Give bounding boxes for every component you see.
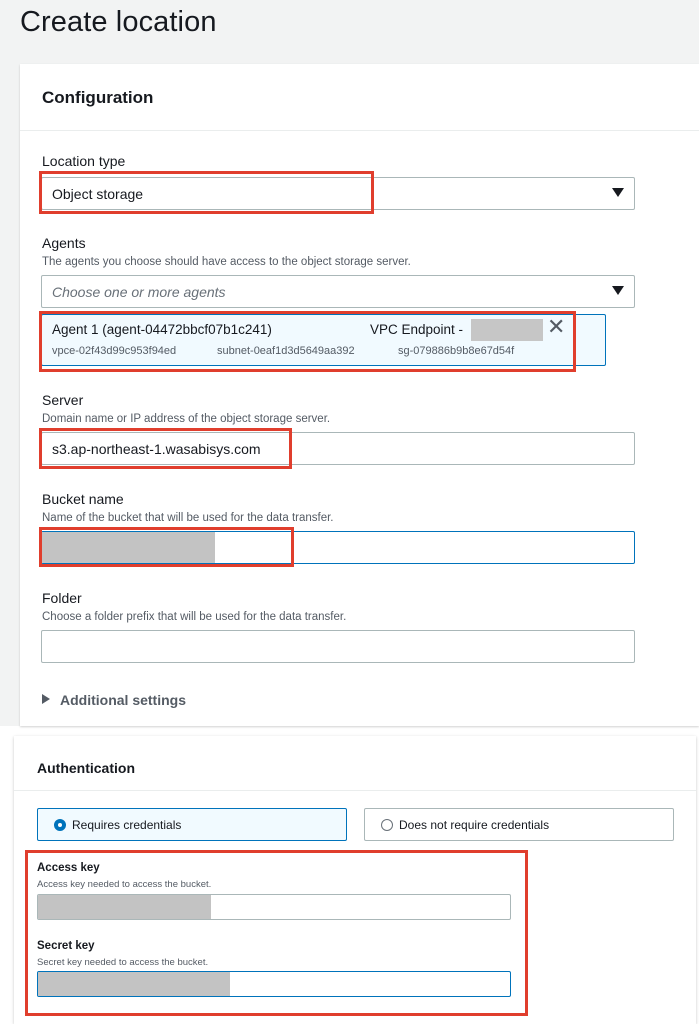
redacted-access-key [38, 895, 211, 919]
bucket-name-label: Bucket name [42, 491, 124, 507]
requires-credentials-option[interactable] [37, 808, 347, 841]
server-input[interactable] [41, 432, 635, 465]
additional-settings-expander[interactable] [42, 692, 186, 708]
secret-key-label: Secret key [37, 940, 95, 952]
agent-vpce-id: vpce-02f43d99c953f94ed [52, 345, 177, 357]
server-value: s3.ap-northeast-1.wasabisys.com [52, 441, 261, 457]
configuration-title: Configuration [42, 88, 154, 107]
access-key-description: Access key needed to access the bucket. [37, 879, 212, 890]
agents-description: The agents you choose should have access to the object storage server. [42, 256, 411, 268]
location-type-value: Object storage [52, 186, 144, 202]
secret-key-description: Secret key needed to access the bucket. [37, 957, 209, 968]
folder-label: Folder [42, 590, 82, 606]
additional-settings-label: Additional settings [60, 692, 186, 708]
server-label: Server [42, 392, 84, 408]
location-type-select[interactable] [41, 177, 635, 210]
chevron-down-icon [612, 188, 624, 197]
configuration-header [20, 64, 699, 131]
server-description: Domain name or IP address of the object storage server. [42, 413, 331, 425]
agent-security-group-id: sg-079886b9b8e67d54f [398, 345, 515, 357]
agents-label: Agents [42, 235, 86, 251]
folder-input[interactable] [41, 630, 635, 663]
access-key-label: Access key [37, 862, 100, 874]
bucket-name-input[interactable] [41, 531, 635, 564]
chevron-down-icon [612, 286, 624, 295]
authentication-card [14, 736, 696, 1024]
authentication-title: Authentication [37, 760, 135, 776]
page-title: Create location [20, 6, 217, 38]
close-icon[interactable]: ✕ [547, 314, 566, 339]
agent-vpc-endpoint-label: VPC Endpoint - [370, 322, 464, 337]
no-credentials-option[interactable] [364, 808, 674, 841]
location-type-label: Location type [42, 153, 126, 169]
bucket-name-description: Name of the bucket that will be used for the data transfer. [42, 512, 334, 524]
configuration-card [20, 64, 699, 726]
access-key-input[interactable] [37, 894, 511, 920]
redacted-secret-key [38, 972, 230, 996]
selected-agent-token [41, 314, 606, 366]
caret-right-icon [42, 694, 50, 704]
requires-credentials-label: Requires credentials [72, 818, 182, 832]
redacted-bucket-name [42, 532, 215, 563]
agents-placeholder: Choose one or more agents [52, 284, 226, 300]
agents-multiselect[interactable] [41, 275, 635, 308]
agent-subnet-id: subnet-0eaf1d3d5649aa392 [217, 345, 355, 357]
secret-key-input[interactable] [37, 971, 511, 997]
agent-name: Agent 1 (agent-04472bbcf07b1c241) [52, 322, 272, 337]
radio-selected-icon [54, 819, 66, 831]
authentication-header [14, 736, 696, 791]
no-credentials-label: Does not require credentials [399, 818, 550, 832]
folder-description: Choose a folder prefix that will be used for the data transfer. [42, 611, 347, 623]
redacted-endpoint [471, 319, 543, 341]
radio-unselected-icon [381, 819, 393, 831]
